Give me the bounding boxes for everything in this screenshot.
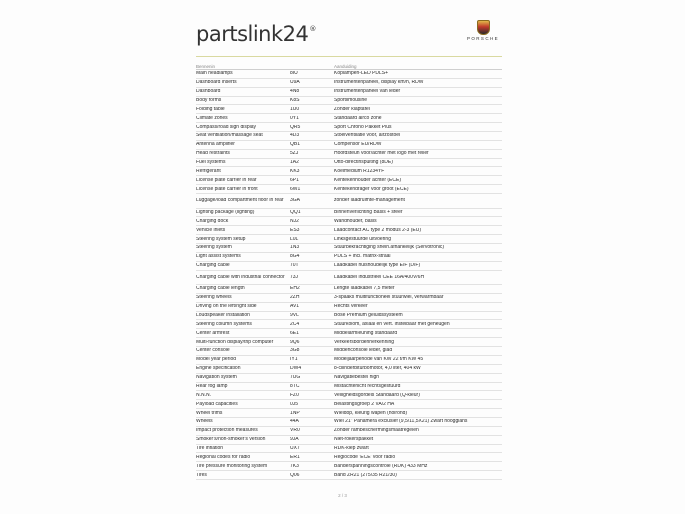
cell-code: 6E1: [290, 330, 299, 336]
cell-code: 7UG: [290, 375, 301, 381]
cell-code: 1U0: [290, 106, 300, 112]
porsche-crest-icon: [477, 20, 490, 35]
table-row: [196, 356, 502, 365]
cell-description: Mistachterlicht rechtsgestuurd: [334, 383, 401, 389]
cell-code: 70T: [290, 263, 299, 269]
cell-code: 9VL: [290, 313, 299, 319]
cell-name: Center armrest: [196, 330, 230, 336]
partslink24-logo: [196, 22, 316, 46]
cell-code: 3G8: [290, 348, 300, 354]
cell-code: UX7: [290, 445, 300, 451]
table-row: [196, 453, 502, 462]
cell-description: Otto-directinspuiting (8DE): [334, 160, 393, 166]
cell-code: 3GA: [290, 198, 301, 204]
table-row: [196, 159, 502, 168]
cell-name: N.N.N.: [196, 392, 211, 398]
table-row: [196, 445, 502, 454]
column-header-name: Bennenin: [196, 64, 216, 69]
cell-code: K8S: [290, 98, 300, 103]
cell-code: 1NP: [290, 410, 300, 416]
cell-description: Kentekendrager voor groot (ECE): [334, 186, 409, 192]
column-header-description: Aanduiding: [334, 64, 357, 69]
cell-description: Instrumentenpaneel van leder: [334, 89, 401, 95]
cell-description: Instrumentenpaneel, display km/h, RDW: [334, 80, 424, 86]
cell-name: Main headlamps: [196, 71, 233, 77]
cell-name: Steering system setup: [196, 236, 246, 242]
cell-name: Charging cable: [196, 263, 230, 269]
cell-description: 3-spaaks multifunctioneel stuurwiel, verwarmbaar: [334, 295, 444, 301]
cell-description: Compensor EU/RDW: [334, 142, 382, 148]
cell-description: Regiocode 'ECE' voor radio: [334, 454, 396, 460]
cell-code: ER1: [290, 454, 300, 460]
cell-code: U9A: [290, 80, 300, 86]
table-row: [196, 418, 502, 427]
cell-description: Hoofdsteun voor/achter met logo met relief: [334, 151, 429, 157]
cell-code: Q06: [290, 472, 300, 478]
cell-description: zonder laadruimte-management: [334, 198, 405, 204]
table-row: [196, 427, 502, 436]
registered-mark: ®: [309, 25, 316, 33]
table-row: [196, 185, 502, 194]
table-row: [196, 391, 502, 400]
cell-name: Wheel trims: [196, 410, 223, 416]
cell-code: FZ0: [290, 392, 299, 398]
cell-code: 0J5: [290, 401, 299, 407]
cell-description: Modeljaarperiode van KW 22 t/m KW 45: [334, 357, 424, 363]
cell-description: Wiel 21" Panamera exclusief (9,5/11,5X21) Zwart hoogglans: [334, 419, 468, 425]
cell-name: Center console: [196, 348, 230, 354]
table-row: [196, 400, 502, 409]
cell-name: Seat ventilation/massage seat: [196, 133, 263, 139]
cell-name: Tire inflation: [196, 445, 224, 451]
logo-text: partslink24: [196, 22, 309, 46]
cell-description: Stuurkolom, axiaal en vert. instelbaar met geheugen: [334, 321, 450, 327]
table-row: [196, 294, 502, 303]
cell-code: QB1: [290, 142, 301, 148]
cell-code: 5ZJ: [290, 151, 299, 157]
table-row: [196, 176, 502, 185]
cell-name: Engine specification: [196, 366, 241, 372]
table-row: [196, 226, 502, 235]
cell-description: Zonder klaptafel: [334, 106, 370, 112]
cell-description: Koplampen-LED PDLS+: [334, 71, 389, 77]
porsche-logo: [463, 20, 503, 46]
table-row: [196, 329, 502, 338]
cell-description: Laadkabel industrieel CEE 16A/400V/6H: [334, 274, 425, 280]
table-row: [196, 114, 502, 123]
cell-name: Driving on the left/right side: [196, 304, 257, 310]
table-row: [196, 383, 502, 392]
cell-name: Charging dock: [196, 218, 229, 224]
cell-description: Rechts verkeer: [334, 304, 368, 310]
table-row: [196, 374, 502, 383]
cell-name: Regional codes for radio: [196, 454, 251, 460]
cell-description: Sport Chrono Pakket Plus: [334, 124, 392, 130]
cell-code: 8IU: [290, 71, 298, 77]
cell-code: DW4: [290, 366, 302, 372]
cell-name: Refrigerant: [196, 168, 221, 174]
cell-name: Multi-function display/trip computer: [196, 339, 274, 345]
cell-description: Bose Premium geluidssysteem: [334, 313, 403, 319]
table-row: [196, 79, 502, 88]
cell-description: Navigatiebestel high: [334, 375, 380, 381]
cell-name: Steering column systems: [196, 321, 252, 327]
cell-name: License plate carrier in rear: [196, 177, 257, 183]
cell-code: 9Q6: [290, 339, 300, 345]
cell-code: EH2: [290, 286, 300, 292]
cell-code: VR0: [290, 428, 300, 434]
cell-name: Charging cable with industrial connector: [196, 274, 285, 280]
cell-code: 7K3: [290, 463, 299, 469]
cell-description: Verkeersbordenherkenning: [334, 339, 395, 345]
table-row: [196, 244, 502, 253]
table-row: [196, 365, 502, 374]
table-row: [196, 88, 502, 97]
equipment-table: [196, 61, 502, 480]
cell-description: Binnenverlichting Basis + sfeer: [334, 209, 403, 215]
cell-name: Model year period: [196, 357, 237, 363]
cell-description: Wieldop, kleurig wapen (holrond): [334, 410, 408, 416]
cell-name: Lighting package (lighting): [196, 209, 255, 215]
cell-name: Payload capacities: [196, 401, 238, 407]
table-row: [196, 347, 502, 356]
table-row: [196, 262, 502, 271]
table-row: [196, 209, 502, 218]
cell-description: Veiligheidsgordels Standaard (Q-kleur): [334, 392, 420, 398]
cell-name: Climate zones: [196, 115, 228, 121]
cell-code: IY1: [290, 357, 298, 363]
cell-name: Light assist systems: [196, 254, 241, 260]
table-row: [196, 123, 502, 132]
table-row: [196, 217, 502, 226]
table-row: [196, 253, 502, 262]
cell-name: Tire pressure monitoring system: [196, 463, 268, 469]
cell-name: Folding table: [196, 106, 225, 112]
cell-code: 4N8: [290, 89, 300, 95]
cell-name: Rear fog lamp: [196, 383, 228, 389]
cell-name: Impact protection measures: [196, 428, 258, 434]
cell-code: 44A: [290, 419, 299, 425]
cell-description: Laadkabel huishoudelijk type E/F (D/F): [334, 263, 421, 269]
cell-description: 8-cilinderbiturbomotor, 4,0 liter, 404 kW: [334, 366, 421, 372]
cell-code: 4D3: [290, 133, 300, 139]
cell-name: Body forms: [196, 98, 222, 103]
cell-code: QR5: [290, 124, 301, 130]
cell-description: Middenconsole leder, glad: [334, 348, 393, 354]
table-row: [196, 436, 502, 445]
table-row: [196, 320, 502, 329]
cell-name: Steering system: [196, 245, 232, 251]
cell-name: Compass/road sign display: [196, 124, 257, 130]
cell-code: 6W1: [290, 186, 301, 192]
cell-name: Vehicle inlets: [196, 227, 226, 233]
cell-code: 9JA: [290, 437, 299, 443]
cell-name: Charging cable length: [196, 286, 245, 292]
page-number: 2 / 3: [338, 493, 347, 498]
table-row: [196, 285, 502, 294]
cell-code: AV1: [290, 304, 300, 310]
table-row: [196, 141, 502, 150]
cell-description: Stuurbekrachtiging snelh.afhankelijk (Servotronic): [334, 245, 445, 251]
table-row: [196, 150, 502, 159]
cell-description: Lengte laadkabel 7,5 meter: [334, 286, 395, 292]
brand-wordmark: PORSCHE: [466, 36, 500, 41]
cell-description: Sportlimousine: [334, 98, 368, 103]
cell-code: 8G4: [290, 254, 300, 260]
cell-description: PDLS + incl. matrix-straal: [334, 254, 391, 260]
table-header: [196, 61, 502, 70]
cell-description: Standaard airco zone: [334, 115, 382, 121]
header-divider: [196, 56, 502, 57]
cell-code: 8TC: [290, 383, 300, 389]
cell-code: 2C4: [290, 321, 300, 327]
cell-name: License plate carrier in front: [196, 186, 258, 192]
table-row: [196, 70, 502, 79]
cell-code: 73J: [290, 274, 299, 280]
cell-description: Wandhouder, basis: [334, 218, 377, 224]
cell-code: 1A2: [290, 160, 299, 166]
cell-description: Band ZR21 (275/35 R21/30): [334, 472, 397, 478]
table-row: [196, 409, 502, 418]
table-row: [196, 235, 502, 244]
cell-description: Middelarmleuning standaard: [334, 330, 398, 336]
table-row: [196, 338, 502, 347]
cell-name: Dashboard: [196, 89, 221, 95]
cell-description: Niet-rokerspakket: [334, 437, 374, 443]
cell-name: Loudspeaker installation: [196, 313, 250, 319]
cell-code: 2ZH: [290, 295, 300, 301]
table-row: [196, 271, 502, 286]
table-row: [196, 303, 502, 312]
cell-code: QQ1: [290, 209, 301, 215]
cell-description: Kentekenhouder achter (ECE): [334, 177, 401, 183]
cell-description: Koelmedium R1234YF: [334, 168, 385, 174]
cell-name: Smoker's/non-smoker's version: [196, 437, 266, 443]
cell-name: Luggage/load compartment floor in rear: [196, 198, 284, 204]
table-row: [196, 97, 502, 106]
table-row: [196, 167, 502, 176]
cell-description: Stoelventilatie voor, airzostoel: [334, 133, 401, 139]
cell-code: 0Y1: [290, 115, 299, 121]
cell-name: Head restraints: [196, 151, 230, 157]
cell-name: Tires: [196, 472, 207, 478]
cell-code: KK3: [290, 168, 300, 174]
cell-description: RDK-klep zwart: [334, 445, 369, 451]
cell-code: L0L: [290, 236, 299, 242]
cell-code: ES3: [290, 227, 300, 233]
cell-name: Dashboard inserts: [196, 80, 237, 86]
cell-name: Navigation system: [196, 375, 237, 381]
cell-description: Laadcontact AC type 2 modus 2-3 (EU): [334, 227, 421, 233]
cell-code: 6P1: [290, 177, 299, 183]
cell-code: 1N3: [290, 245, 300, 251]
table-body: [196, 70, 502, 480]
table-row: [196, 132, 502, 141]
cell-name: Wheels: [196, 419, 213, 425]
table-row: [196, 462, 502, 471]
cell-name: Fuel systems: [196, 160, 226, 166]
cell-description: Linksgestuurde uitvoering: [334, 236, 391, 242]
cell-code: NJ2: [290, 218, 299, 224]
cell-description: Zonder rambeschermingsmaatregelen: [334, 428, 419, 434]
cell-description: Banderspanningscontrole (RDK) 433 MHz: [334, 463, 428, 469]
table-row: [196, 194, 502, 209]
cell-name: Steering wheels: [196, 295, 232, 301]
table-row: [196, 471, 502, 480]
table-row: [196, 312, 502, 321]
cell-name: Antenna amplifier: [196, 142, 235, 148]
cell-description: Belastingsgroep 2 VA/2 HA: [334, 401, 395, 407]
table-row: [196, 105, 502, 114]
